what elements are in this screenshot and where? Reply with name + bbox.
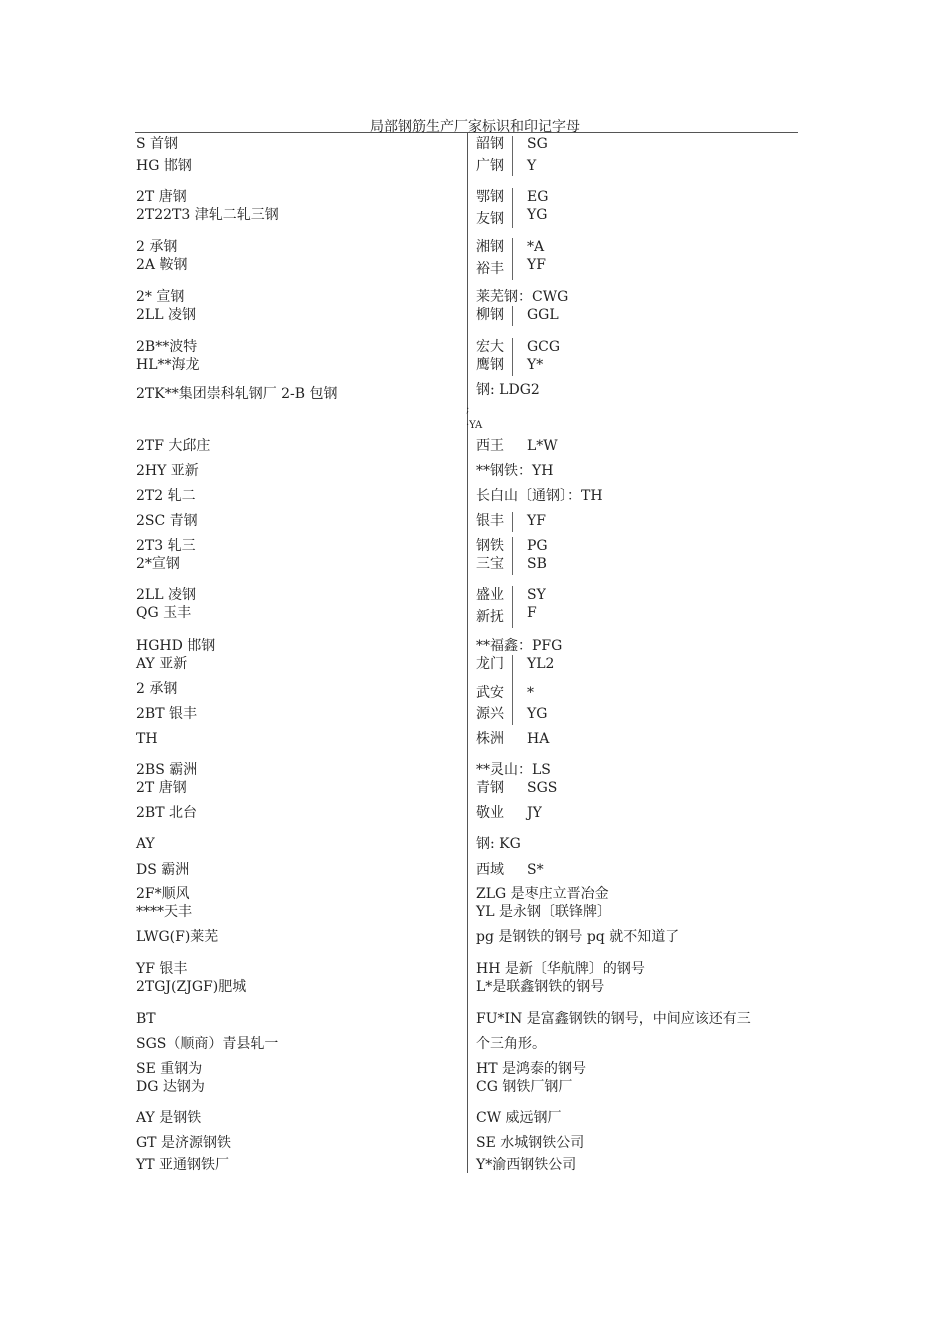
right-line: 宏大 (476, 339, 504, 355)
right-line: 长白山〔通钢〕：TH (476, 488, 603, 504)
left-line: 2T2 轧二 (136, 488, 196, 504)
left-line: 2B**波特 (136, 339, 198, 355)
right-line: 株洲 (476, 731, 504, 747)
left-line: 2BT 北台 (136, 805, 197, 821)
right-line: 莱芜钢：CWG (476, 289, 569, 305)
right-line: 友钢 (476, 211, 504, 227)
left-line: 2 承钢 (136, 239, 178, 255)
inner-separator (512, 586, 513, 628)
code-label: L*W (527, 438, 558, 454)
right-line: HT 是鸿泰的钢号 (476, 1061, 586, 1077)
right-line: 广钢 (476, 158, 504, 174)
code-label: SGS (527, 780, 558, 796)
right-line: 钢: KG (476, 836, 521, 852)
inner-separator (512, 537, 513, 575)
code-label: GGL (527, 307, 559, 323)
left-line: HGHD 邯钢 (136, 638, 216, 654)
inner-separator (512, 136, 513, 176)
right-line: 武安 (476, 685, 504, 701)
left-line: 2 承钢 (136, 681, 178, 697)
left-line: 2BS 霸洲 (136, 762, 198, 778)
left-line: ****天丰 (136, 904, 192, 920)
right-line: 三宝 (476, 556, 504, 572)
left-line: 2* 宣钢 (136, 289, 185, 305)
left-line: 2F*顺风 (136, 886, 190, 902)
left-line: 2T22T3 津轧二轧三钢 (136, 207, 279, 223)
inner-separator (512, 655, 513, 725)
right-line: pg 是钢铁的钢号 pq 就不知道了 (476, 929, 680, 945)
left-line: 2SC 青钢 (136, 513, 198, 529)
left-line: 2*宣钢 (136, 556, 180, 572)
right-line: 敬业 (476, 805, 504, 821)
inner-separator (512, 512, 513, 532)
left-line: SE 重钢为 (136, 1061, 203, 1077)
code-label: SG (527, 136, 548, 152)
left-line: QG 玉丰 (136, 605, 192, 621)
left-line: 2TK**集团崇科轧钢厂 2-B 包钢 (136, 386, 338, 402)
left-line: GT 是济源钢铁 (136, 1135, 231, 1151)
left-line: AY 是钢铁 (136, 1110, 202, 1126)
code-label: F (527, 605, 537, 621)
code-label: JY (527, 805, 542, 821)
code-label: PG (527, 538, 548, 554)
code-label: EG (527, 189, 549, 205)
left-line: YT 亚通钢铁厂 (136, 1157, 230, 1173)
right-line: YL 是永钢〔联锋牌〕 (476, 904, 611, 920)
code-label: Y (527, 158, 537, 174)
code-label: Y* (527, 357, 544, 373)
code-label: GCG (527, 339, 561, 355)
code-label: YG (527, 706, 548, 722)
right-line: 西域 (476, 862, 504, 878)
left-line: TH (136, 731, 158, 747)
right-line: SE 水城钢铁公司 (476, 1135, 585, 1151)
right-line: 个三角形。 (476, 1036, 546, 1052)
code-label: YG (527, 207, 548, 223)
inner-separator (512, 338, 513, 376)
right-line: 西王 (476, 438, 504, 454)
right-line: **钢铁：YH (476, 463, 554, 479)
right-line: 钢: LDG2 (476, 382, 540, 398)
code-label: YF (527, 513, 546, 529)
right-line: CG 钢铁厂钢厂 (476, 1079, 573, 1095)
left-line: DS 霸洲 (136, 862, 190, 878)
right-line: Y*渝西钢铁公司 (476, 1157, 577, 1173)
code-label: SY (527, 587, 546, 603)
left-line: 2LL 凌钢 (136, 587, 196, 603)
left-line: HG 邯钢 (136, 158, 192, 174)
left-line: S 首钢 (136, 136, 179, 152)
right-line: **福鑫：PFG (476, 638, 563, 654)
left-line: AY (136, 836, 155, 852)
right-line: L*是联鑫钢铁的钢号 (476, 979, 605, 995)
column-divider (467, 133, 468, 1173)
left-line: LWG(F)莱芜 (136, 929, 219, 945)
left-line: 2LL 凌钢 (136, 307, 196, 323)
code-label: *A (527, 239, 545, 255)
code-label: S* (527, 862, 544, 878)
right-line: FU*IN 是富鑫钢铁的钢号，中间应该还有三 (476, 1011, 751, 1027)
left-line: 2HY 亚新 (136, 463, 199, 479)
right-line: 韶钢 (476, 136, 504, 152)
right-line: 银丰 (476, 513, 504, 529)
right-line: 柳钢 (476, 307, 504, 323)
inner-separator (512, 306, 513, 326)
right-line: 盛业 (476, 587, 504, 603)
right-line: 湘钢 (476, 239, 504, 255)
left-line: 2T 唐钢 (136, 189, 187, 205)
left-line: 2BT 银丰 (136, 706, 197, 722)
code-label: YL2 (527, 656, 555, 672)
right-line: 鄂钢 (476, 189, 504, 205)
left-line: 2T3 轧三 (136, 538, 196, 554)
inner-separator (512, 188, 513, 228)
code-label: YF (527, 257, 546, 273)
code-label: * (527, 685, 534, 701)
right-line: **灵山：LS (476, 762, 551, 778)
stray-fragment: ; (466, 404, 470, 415)
left-line: AY 亚新 (136, 656, 188, 672)
code-label: SB (527, 556, 547, 572)
left-line: DG 达钢为 (136, 1079, 205, 1095)
inner-separator (512, 238, 513, 280)
right-line: 鹰钢 (476, 357, 504, 373)
right-line: ZLG 是枣庄立晋冶金 (476, 886, 609, 902)
right-line: CW 威远钢厂 (476, 1110, 562, 1126)
right-line: 钢铁 (476, 538, 504, 554)
page-title: 局部钢筋生产厂家标识和印记字母 (370, 119, 580, 135)
right-line: 龙门 (476, 656, 504, 672)
right-line: HH 是新〔华航牌〕的钢号 (476, 961, 645, 977)
right-line: 裕丰 (476, 261, 504, 277)
left-line: 2TF 大邱庄 (136, 438, 211, 454)
code-label: HA (527, 731, 550, 747)
stray-fragment: ·YA (466, 420, 483, 431)
left-line: 2A 鞍钢 (136, 257, 188, 273)
right-line: 新抚 (476, 609, 504, 625)
left-line: HL**海龙 (136, 357, 200, 373)
right-line: 青钢 (476, 780, 504, 796)
left-line: SGS（顺商）青县轧一 (136, 1036, 279, 1052)
left-line: 2T 唐钢 (136, 780, 187, 796)
left-line: YF 银丰 (136, 961, 188, 977)
right-line: 源兴 (476, 706, 504, 722)
left-line: BT (136, 1011, 156, 1027)
left-line: 2TGJ(ZJGF)肥城 (136, 979, 247, 995)
